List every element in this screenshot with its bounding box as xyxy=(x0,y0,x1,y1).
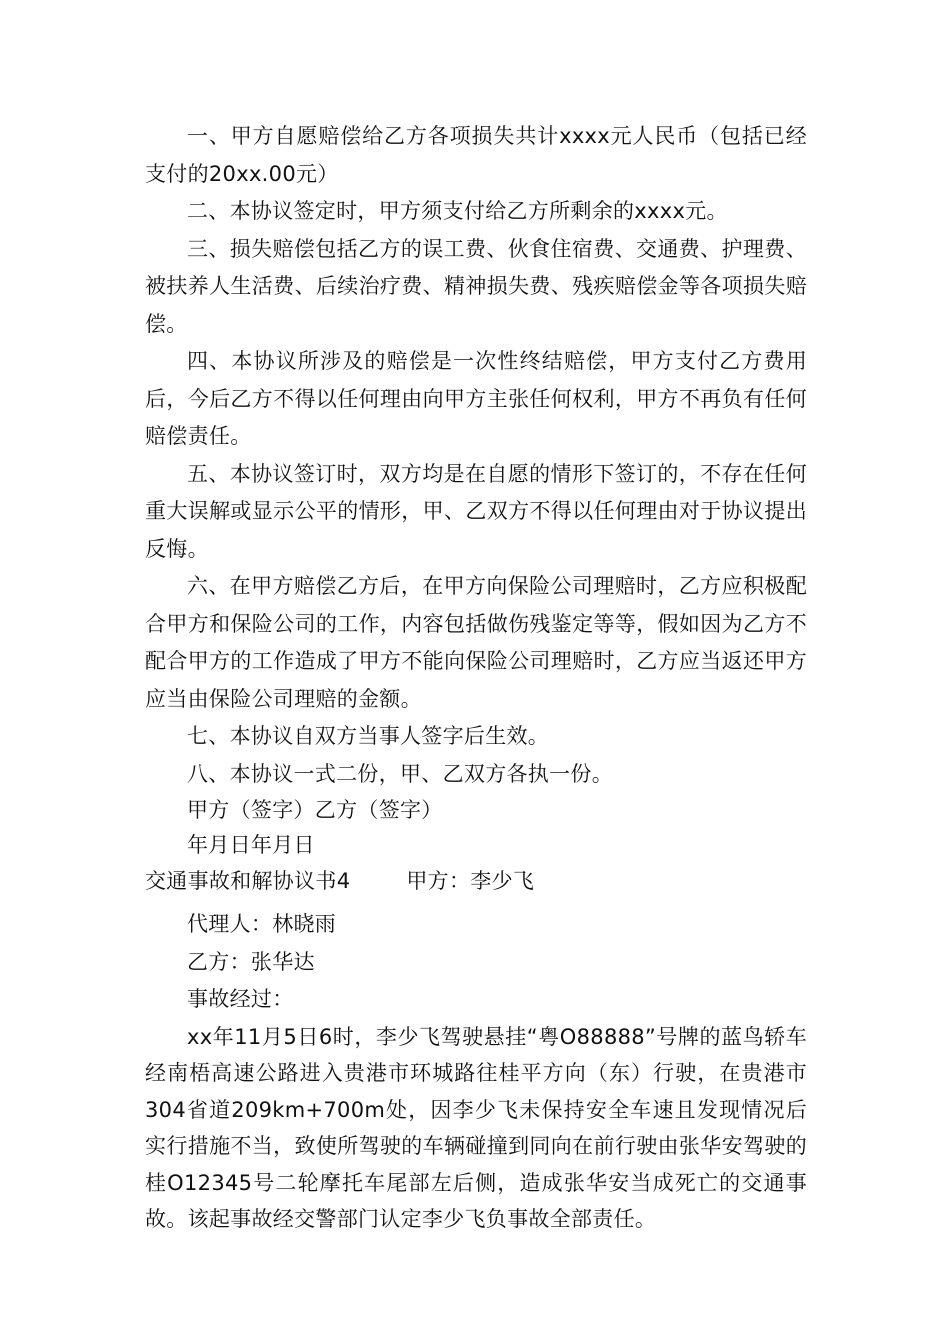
agreement-header xyxy=(145,863,807,900)
clause-7: 七、本协议自双方当事人签字后生效。 xyxy=(187,724,550,748)
clause-4: 四、本协议所涉及的赔偿是一次性终结赔偿，甲方支付乙方费用后，今后乙方不得以任何理由向甲方主张任何权利，甲方不再负有任何赔偿责任。 xyxy=(145,349,807,448)
document-body xyxy=(145,118,807,1238)
party-a: 甲方：李少飞 xyxy=(406,869,535,893)
accident-description: xx年11月5日6时，李少飞驾驶悬挂“粤O88888”号牌的蓝鸟轿车经南梧高速公路进入贵港市环城路往桂平方向（东）行驶，在贵港市304省道209km+700m处，因李少飞未保持安全车速且发现情况后实行措施不当，致使所驾驶的车辆碰撞到同向在前行驶由张华安驾驶的桂O12345号二轮摩托车尾部左后侧，造成张华安当成死亡的交通事故。该起事故经交警部门认定李少飞负事故全部责任。 xyxy=(145,1024,807,1232)
clause-2: 二、本协议签定时，甲方须支付给乙方所剩余的xxxx元。 xyxy=(187,199,728,223)
agreement-title: 交通事故和解协议书4 xyxy=(145,869,351,893)
clause-6: 六、在甲方赔偿乙方后，在甲方向保险公司理赔时，乙方应积极配合甲方和保险公司的工作，内容包括做伤残鉴定等等，假如因为乙方不配合甲方的工作造成了甲方不能向保险公司理赔时，乙方应当返还甲方应当由保险公司理赔的金额。 xyxy=(145,574,807,711)
date-line: 年月日年月日 xyxy=(187,833,315,857)
clause-5: 五、本协议签订时，双方均是在自愿的情形下签订的，不存在任何重大误解或显示公平的情形，甲、乙双方不得以任何理由对于协议提出反悔。 xyxy=(145,461,807,561)
party-b: 乙方：张华达 xyxy=(187,949,315,974)
signature-line: 甲方（签字）乙方（签字） xyxy=(187,798,443,822)
clause-8: 八、本协议一式二份，甲、乙双方各执一份。 xyxy=(187,761,613,786)
clause-3: 三、损失赔偿包括乙方的误工费、伙食住宿费、交通费、护理费、被扶养人生活费、后续治疗费、精神损失费、残疾赔偿金等各项损失赔偿。 xyxy=(145,236,807,336)
agent-line: 代理人：林晓雨 xyxy=(187,912,337,936)
accident-heading: 事故经过： xyxy=(187,987,294,1011)
clause-1: 一、甲方自愿赔偿给乙方各项损失共计xxxx元人民币（包括已经支付的20xx.00元） xyxy=(145,124,807,186)
